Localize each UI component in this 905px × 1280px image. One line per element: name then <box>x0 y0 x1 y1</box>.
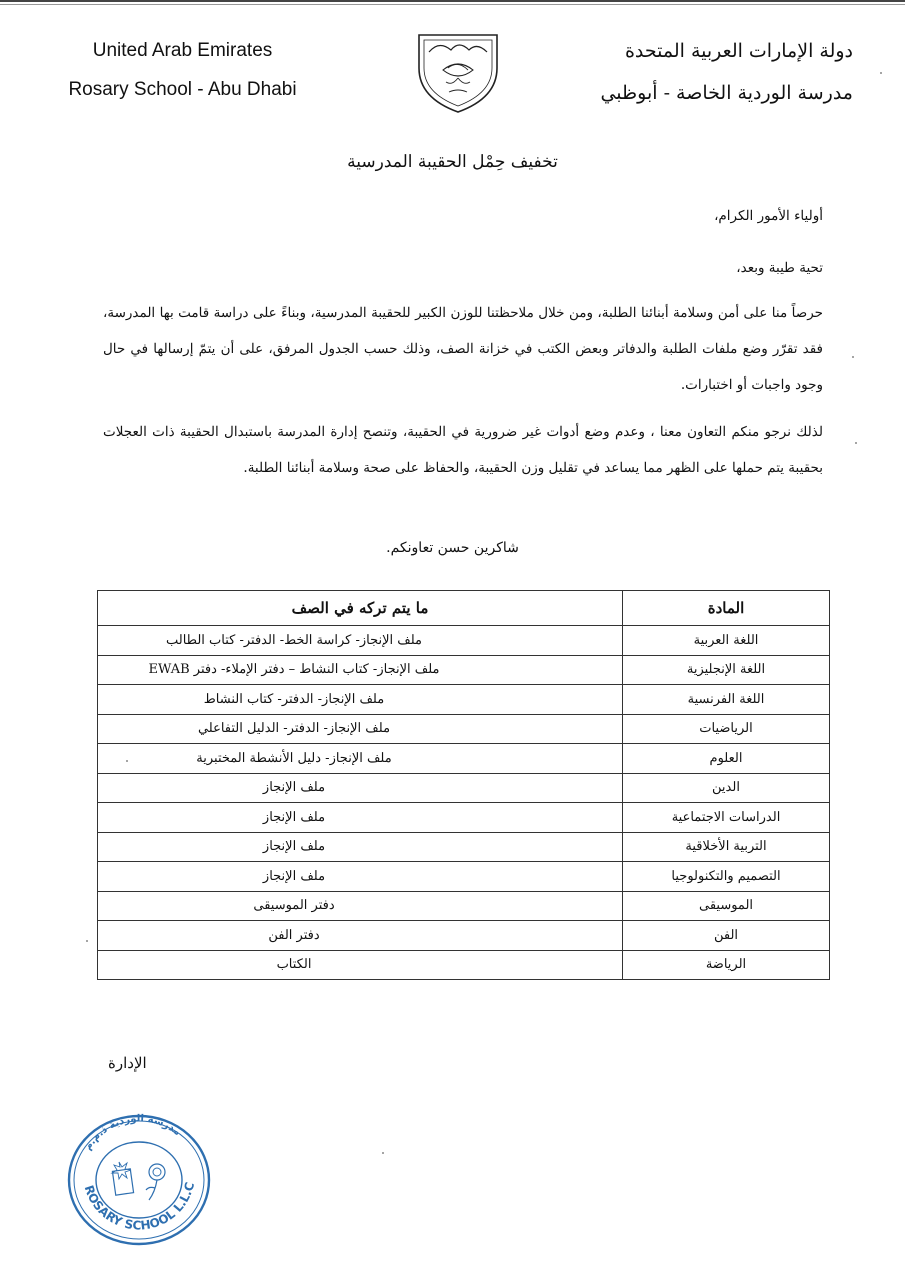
subject-cell: اللغة الإنجليزية <box>623 655 830 685</box>
table-row <box>98 626 830 656</box>
table-row <box>98 950 830 980</box>
header-subject: المادة <box>623 591 830 626</box>
scan-speck <box>855 442 857 444</box>
page-title: تخفيف حِمْل الحقيبة المدرسية <box>347 152 558 172</box>
subject-cell: الدراسات الاجتماعية <box>623 803 830 833</box>
items-cell: ملف الإنجاز- كتاب النشاط – دفتر الإملاء- دفتر EWAB <box>98 655 623 685</box>
table-row <box>98 744 830 774</box>
signature: الإدارة <box>108 1054 147 1072</box>
table-row <box>98 655 830 685</box>
table-row <box>98 803 830 833</box>
scan-speck <box>86 940 88 942</box>
paragraph-1: حرصاً منا على أمن وسلامة أبنائنا الطلبة، ومن خلال ملاحظتنا للوزن الكبير للحقيبة المدرسية، وبناءً على دراسة قامت بها المدرسة، فقد تقرّر وضع ملفات الطلبة والدفاتر وبعض الكتب في خزانة الصف، وذلك حسب الجدول المرفق، على أن يتمّ إرسالها في حال وجود واجبات أو اختبارات. <box>103 305 823 393</box>
items-cell: ملف الإنجاز- الدفتر- الدليل التفاعلي <box>98 714 623 744</box>
table-row <box>98 714 830 744</box>
table-row <box>98 773 830 803</box>
header-country-ar: دولة الإمارات العربية المتحدة <box>624 40 853 62</box>
subject-cell: التصميم والتكنولوجيا <box>623 862 830 892</box>
salutation: تحية طيبة وبعد، <box>736 260 823 276</box>
items-cell: ملف الإنجاز- الدفتر- كتاب النشاط <box>98 685 623 715</box>
table-row <box>98 921 830 951</box>
subject-cell: الرياضة <box>623 950 830 980</box>
items-cell: ملف الإنجاز <box>98 832 623 862</box>
table-row <box>98 685 830 715</box>
subjects-table <box>97 590 830 980</box>
paragraph-2: لذلك نرجو منكم التعاون معنا ، وعدم وضع أدوات غير ضرورية في الحقيبة، وتنصح إدارة المدرسة باستبدال الحقيبة ذات العجلات بحقيبة يتم حملها على الظهر مما يساعد في تقليل وزن الحقيبة، والحفاظ على صحة وسلامة أبنائنا الطلبة. <box>103 424 823 476</box>
items-cell: دفتر الموسيقى <box>98 891 623 921</box>
school-stamp <box>62 1110 217 1250</box>
thanks-line: شاكرين حسن تعاونكم. <box>386 540 519 556</box>
table-row <box>98 891 830 921</box>
scan-speck <box>126 760 128 762</box>
svg-text:ROSARY SCHOOL L.L.C <box>82 1181 198 1233</box>
top-border <box>0 0 905 5</box>
header-school-en: Rosary School - Abu Dhabi <box>68 79 297 100</box>
school-logo <box>413 30 503 115</box>
items-cell: ملف الإنجاز <box>98 803 623 833</box>
items-cell: الكتاب <box>98 950 623 980</box>
table-body <box>98 626 830 980</box>
scan-speck <box>880 72 882 74</box>
subject-cell: الموسيقى <box>623 891 830 921</box>
stamp-text-ar: مدرسة الوردية ذ.م.م <box>82 1113 183 1153</box>
table-row <box>98 862 830 892</box>
header-country-en: United Arab Emirates <box>92 40 273 61</box>
subject-cell: اللغة الفرنسية <box>623 685 830 715</box>
table-header-row <box>98 591 830 626</box>
items-cell: دفتر الفن <box>98 921 623 951</box>
subject-cell: العلوم <box>623 744 830 774</box>
greeting: أولياء الأمور الكرام، <box>714 208 823 224</box>
stamp-text-en: ROSARY SCHOOL L.L.C <box>81 1180 198 1233</box>
subject-cell: الفن <box>623 921 830 951</box>
svg-text:مدرسة الوردية ذ.م.م <box>83 1113 183 1152</box>
table-row <box>98 832 830 862</box>
header-left-in-class: ما يتم تركه في الصف <box>98 591 623 626</box>
items-cell: ملف الإنجاز <box>98 862 623 892</box>
scan-speck <box>382 1152 384 1154</box>
scan-speck <box>852 356 854 358</box>
items-cell: ملف الإنجاز- كراسة الخط- الدفتر- كتاب الطالب <box>98 626 623 656</box>
header-school-ar: مدرسة الوردية الخاصة - أبوظبي <box>600 82 853 104</box>
subject-cell: الدين <box>623 773 830 803</box>
subject-cell: الرياضيات <box>623 714 830 744</box>
subject-cell: اللغة العربية <box>623 626 830 656</box>
items-cell: ملف الإنجاز- دليل الأنشطة المختبرية <box>98 744 623 774</box>
items-cell: ملف الإنجاز <box>98 773 623 803</box>
subject-cell: التربية الأخلاقية <box>623 832 830 862</box>
